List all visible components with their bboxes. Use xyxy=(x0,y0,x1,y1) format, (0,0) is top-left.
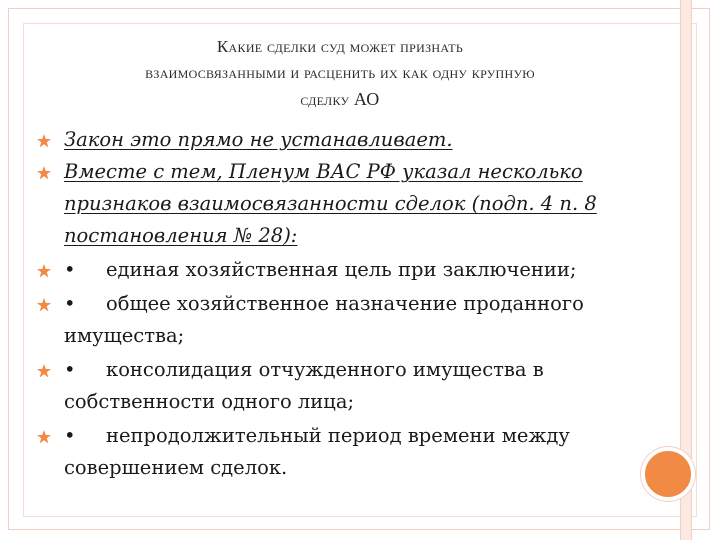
star-icon xyxy=(36,165,52,181)
list-item-text: Закон это прямо не устанавливает. xyxy=(64,128,453,151)
list-item xyxy=(36,354,636,418)
list-item-marker: • xyxy=(64,424,76,447)
title-line-3 xyxy=(40,86,640,113)
list-item xyxy=(36,124,636,156)
list-item-marker: • xyxy=(64,258,76,281)
title-line-1: Какие сделки суд может признать xyxy=(216,37,464,56)
star-icon xyxy=(36,429,52,445)
title-line-2: взаимосвязанными и расценить их как одну крупную xyxy=(145,63,535,82)
star-icon xyxy=(36,363,52,379)
list-item xyxy=(36,156,636,252)
list-item-text: консолидация отчужденного имущества в собственности одного лица; xyxy=(64,358,544,413)
slide-title xyxy=(40,34,640,113)
list-item-text: непродолжительный период времени между совершением сделок. xyxy=(64,424,570,479)
list-item-text: единая хозяйственная цель при заключении; xyxy=(106,258,577,281)
title-line-3-prefix: сделку xyxy=(300,90,350,109)
list-item xyxy=(36,288,636,352)
circle-icon xyxy=(641,447,695,501)
list-item-text: общее хозяйственное назначение проданного имущества; xyxy=(64,292,584,347)
list-item-marker: • xyxy=(64,292,76,315)
list-item xyxy=(36,420,636,484)
list-item-marker: • xyxy=(64,358,76,381)
star-icon xyxy=(36,297,52,313)
star-icon xyxy=(36,263,52,279)
title-abbr: АО xyxy=(353,89,380,109)
bullet-list xyxy=(36,124,636,484)
star-icon xyxy=(36,133,52,149)
list-item-text: Вместе с тем, Пленум ВАС РФ указал несколько признаков взаимосвязанности сделок (подп. 4 п. 8 постановления № 28): xyxy=(64,160,597,247)
list-item xyxy=(36,254,636,286)
